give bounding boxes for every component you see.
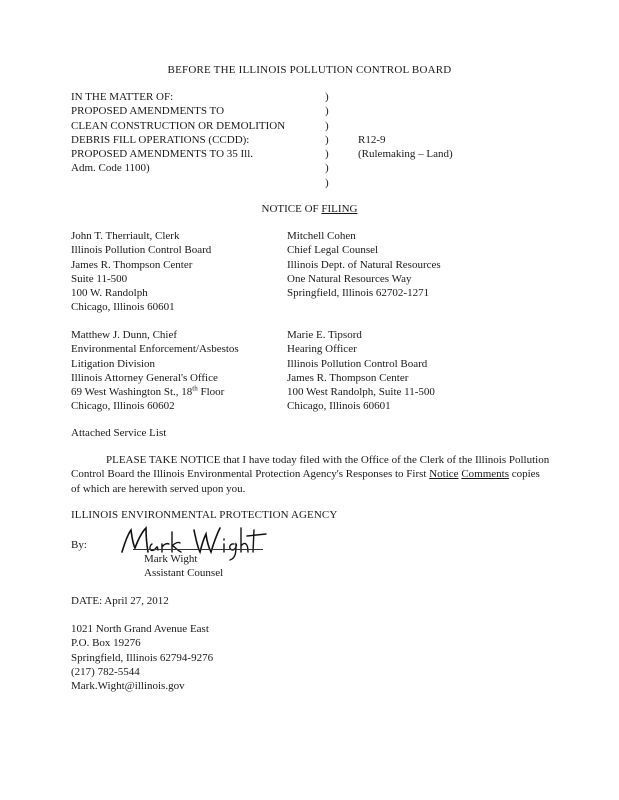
- paren: ): [325, 176, 329, 189]
- address-line: One Natural Resources Way: [287, 272, 412, 285]
- caption-line: DEBRIS FILL OPERATIONS (CCDD):: [71, 133, 250, 146]
- address-line: Matthew J. Dunn, Chief: [71, 329, 178, 341]
- address-part: Floor: [197, 386, 225, 399]
- recipient-attorney-general: [71, 328, 239, 414]
- body-underlined: Notice: [429, 468, 459, 481]
- address-line: Litigation Division: [71, 357, 156, 370]
- address-line: 1021 North Grand Avenue East: [71, 623, 209, 635]
- paren: ): [325, 91, 329, 103]
- sender-address: [71, 622, 213, 693]
- address-line: Chicago, Illinois 60602: [71, 400, 175, 413]
- notice-title: [0, 202, 619, 216]
- signer-title: Assistant Counsel: [144, 567, 224, 580]
- address-line: [71, 385, 239, 399]
- docket-type: (Rulemaking – Land): [358, 148, 453, 161]
- notice-title-prefix: NOTICE OF: [261, 203, 322, 215]
- notice-paragraph: [71, 453, 551, 496]
- recipient-dnr: [287, 229, 441, 300]
- body-text: copies of which are herewith served upon you.: [71, 468, 540, 495]
- docket-number: R12-9: [358, 134, 386, 146]
- signature-line: [133, 549, 263, 550]
- address-line: Springfield, Illinois 62794-9276: [71, 651, 214, 664]
- email-address: Mark.Wight@illinois.gov: [71, 680, 185, 693]
- signer-name: Mark Wight: [144, 553, 198, 565]
- recipient-hearing-officer: [287, 328, 435, 414]
- recipient-clerk: [71, 229, 211, 315]
- address-line: Illinois Attorney General's Office: [71, 371, 218, 384]
- page-title: BEFORE THE ILLINOIS POLLUTION CONTROL BOARD: [167, 64, 452, 76]
- address-line: Marie E. Tipsord: [287, 329, 362, 341]
- address-line: Chicago, Illinois 60601: [71, 301, 175, 314]
- address-line: Illinois Pollution Control Board: [287, 357, 428, 370]
- paren: ): [325, 162, 329, 175]
- signer-block: [144, 552, 223, 581]
- address-line: 100 W. Randolph: [71, 287, 148, 300]
- caption-line: PROPOSED AMENDMENTS TO: [71, 105, 225, 118]
- body-text: PLEASE TAKE NOTICE that I have today filed with the Office of the Clerk of the Illinois Pollution Control Board the Illinois Environmental Protection Agency's Responses to First: [71, 454, 550, 481]
- address-line: Chicago, Illinois 60601: [287, 400, 391, 413]
- address-line: Environmental Enforcement/Asbestos: [71, 343, 239, 356]
- case-caption: [71, 90, 285, 176]
- address-line: Suite 11-500: [71, 272, 128, 285]
- notice-title-underlined: FILING: [321, 203, 358, 215]
- agency-name: ILLINOIS ENVIRONMENTAL PROTECTION AGENCY: [71, 509, 338, 521]
- address-line: John T. Therriault, Clerk: [71, 230, 180, 242]
- address-line: Illinois Pollution Control Board: [71, 244, 212, 257]
- address-line: James R. Thompson Center: [71, 258, 193, 271]
- caption-line: Adm. Code 1100): [71, 162, 150, 175]
- ordinal-suffix: th: [192, 384, 198, 393]
- paren: ): [325, 133, 329, 146]
- caption-line: PROPOSED AMENDMENTS TO 35 Ill.: [71, 148, 254, 161]
- address-line: 100 West Randolph, Suite 11-500: [287, 386, 435, 399]
- address-part: 69 West Washington St., 18: [71, 386, 193, 399]
- notice-body: [71, 453, 551, 496]
- caption-line: IN THE MATTER OF:: [71, 91, 174, 103]
- body-underlined: Comments: [461, 468, 509, 481]
- address-line: Chief Legal Counsel: [287, 244, 379, 257]
- service-list-note: Attached Service List: [71, 427, 167, 439]
- docket-info: [358, 133, 453, 162]
- address-line: Springfield, Illinois 62702-1271: [287, 287, 430, 300]
- address-line: P.O. Box 19276: [71, 637, 141, 650]
- paren: ): [325, 148, 329, 161]
- by-label: By:: [71, 539, 87, 551]
- address-line: Illinois Dept. of Natural Resources: [287, 258, 441, 271]
- paren: ): [325, 105, 329, 118]
- address-line: Hearing Officer: [287, 343, 357, 356]
- address-line: (217) 782-5544: [71, 665, 140, 678]
- address-line: James R. Thompson Center: [287, 371, 409, 384]
- caption-line: CLEAN CONSTRUCTION OR DEMOLITION: [71, 119, 286, 132]
- address-line: Mitchell Cohen: [287, 230, 356, 242]
- paren: ): [325, 119, 329, 132]
- date-line: DATE: April 27, 2012: [71, 595, 169, 607]
- caption-parens: [325, 90, 329, 190]
